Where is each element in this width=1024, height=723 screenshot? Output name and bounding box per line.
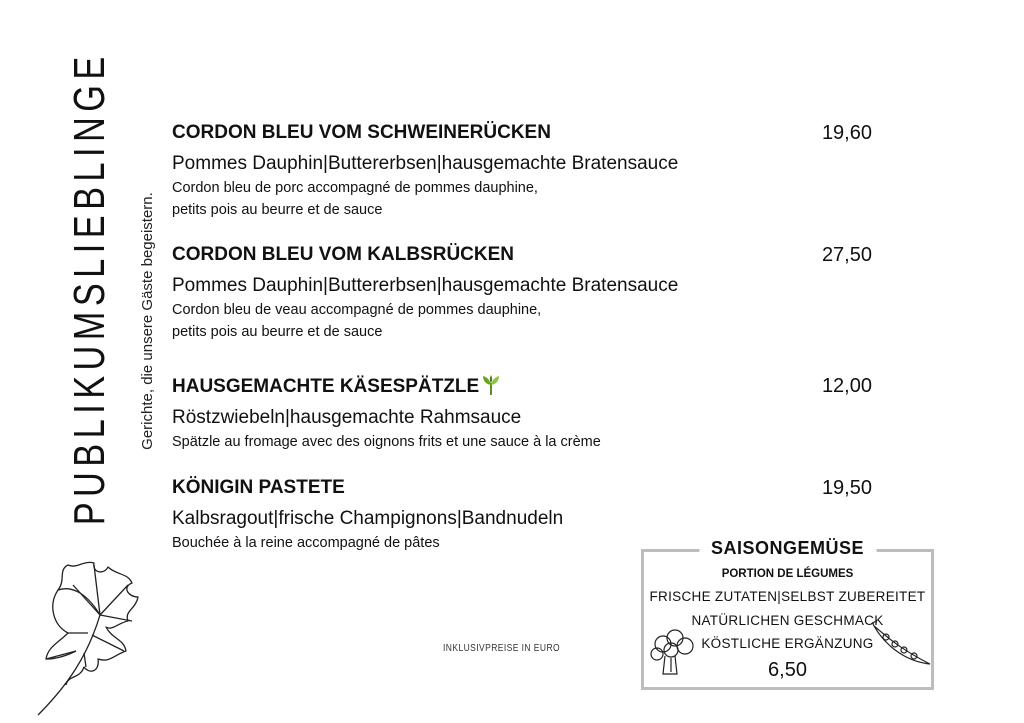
dish-price: 19,50	[821, 477, 872, 499]
dish-title: CORDON BLEU VOM SCHWEINERÜCKEN	[172, 122, 551, 143]
box-line: KÖSTLICHE ERGÄNZUNG	[701, 636, 874, 651]
box-subtitle: PORTION DE LÉGUMES	[721, 568, 854, 580]
dish-price: 19,60	[821, 122, 872, 144]
dish-description-fr: petits pois au beurre et de sauce	[172, 324, 383, 340]
box-price: 6,50	[768, 659, 807, 681]
dish-price: 12,00	[821, 375, 872, 397]
price-note: INKLUSIVPREISE IN EURO	[443, 643, 561, 654]
side-subtitle: Gerichte, die unsere Gäste begeistern.	[139, 192, 156, 450]
dish-description-de: Kalbsragout|frische Champignons|Bandnudeln	[172, 508, 564, 529]
box-line: NATÜRLICHEN GESCHMACK	[691, 613, 884, 628]
dish-description-fr: petits pois au beurre et de sauce	[172, 202, 383, 218]
parsley-leaf-icon	[28, 555, 158, 720]
dish-description-fr: Cordon bleu de veau accompagné de pommes dauphine,	[172, 302, 542, 318]
dish-title: KÖNIGIN PASTETE	[172, 477, 345, 498]
side-title: PUBLIKUMSLIEBLINGE	[65, 51, 114, 526]
vegetarian-leaf-icon	[481, 374, 501, 396]
menu-item	[172, 121, 872, 221]
pea-pod-icon	[870, 620, 934, 668]
menu-item	[172, 243, 872, 343]
menu-item	[172, 374, 872, 453]
dish-title-row	[172, 374, 872, 399]
dish-description-de: Pommes Dauphin|Buttererbsen|hausgemachte Bratensauce	[172, 275, 679, 296]
dish-description-fr: Bouchée à la reine accompagné de pâtes	[172, 535, 440, 551]
dish-description-de: Pommes Dauphin|Buttererbsen|hausgemachte Bratensauce	[172, 153, 679, 174]
dish-price: 27,50	[821, 244, 872, 266]
box-title: SAISONGEMÜSE	[699, 538, 876, 559]
dish-description-de: Röstzwiebeln|hausgemachte Rahmsauce	[172, 407, 522, 428]
dish-description-fr: Spätzle au fromage avec des oignons frits et une sauce à la crème	[172, 434, 601, 450]
dish-title: CORDON BLEU VOM KALBSRÜCKEN	[172, 244, 514, 265]
dish-title: HAUSGEMACHTE KÄSESPÄTZLE	[172, 376, 480, 397]
broccoli-icon	[649, 628, 697, 678]
dish-description-fr: Cordon bleu de porc accompagné de pommes dauphine,	[172, 180, 538, 196]
box-line: FRISCHE ZUTATEN|SELBST ZUBEREITET	[649, 589, 926, 604]
